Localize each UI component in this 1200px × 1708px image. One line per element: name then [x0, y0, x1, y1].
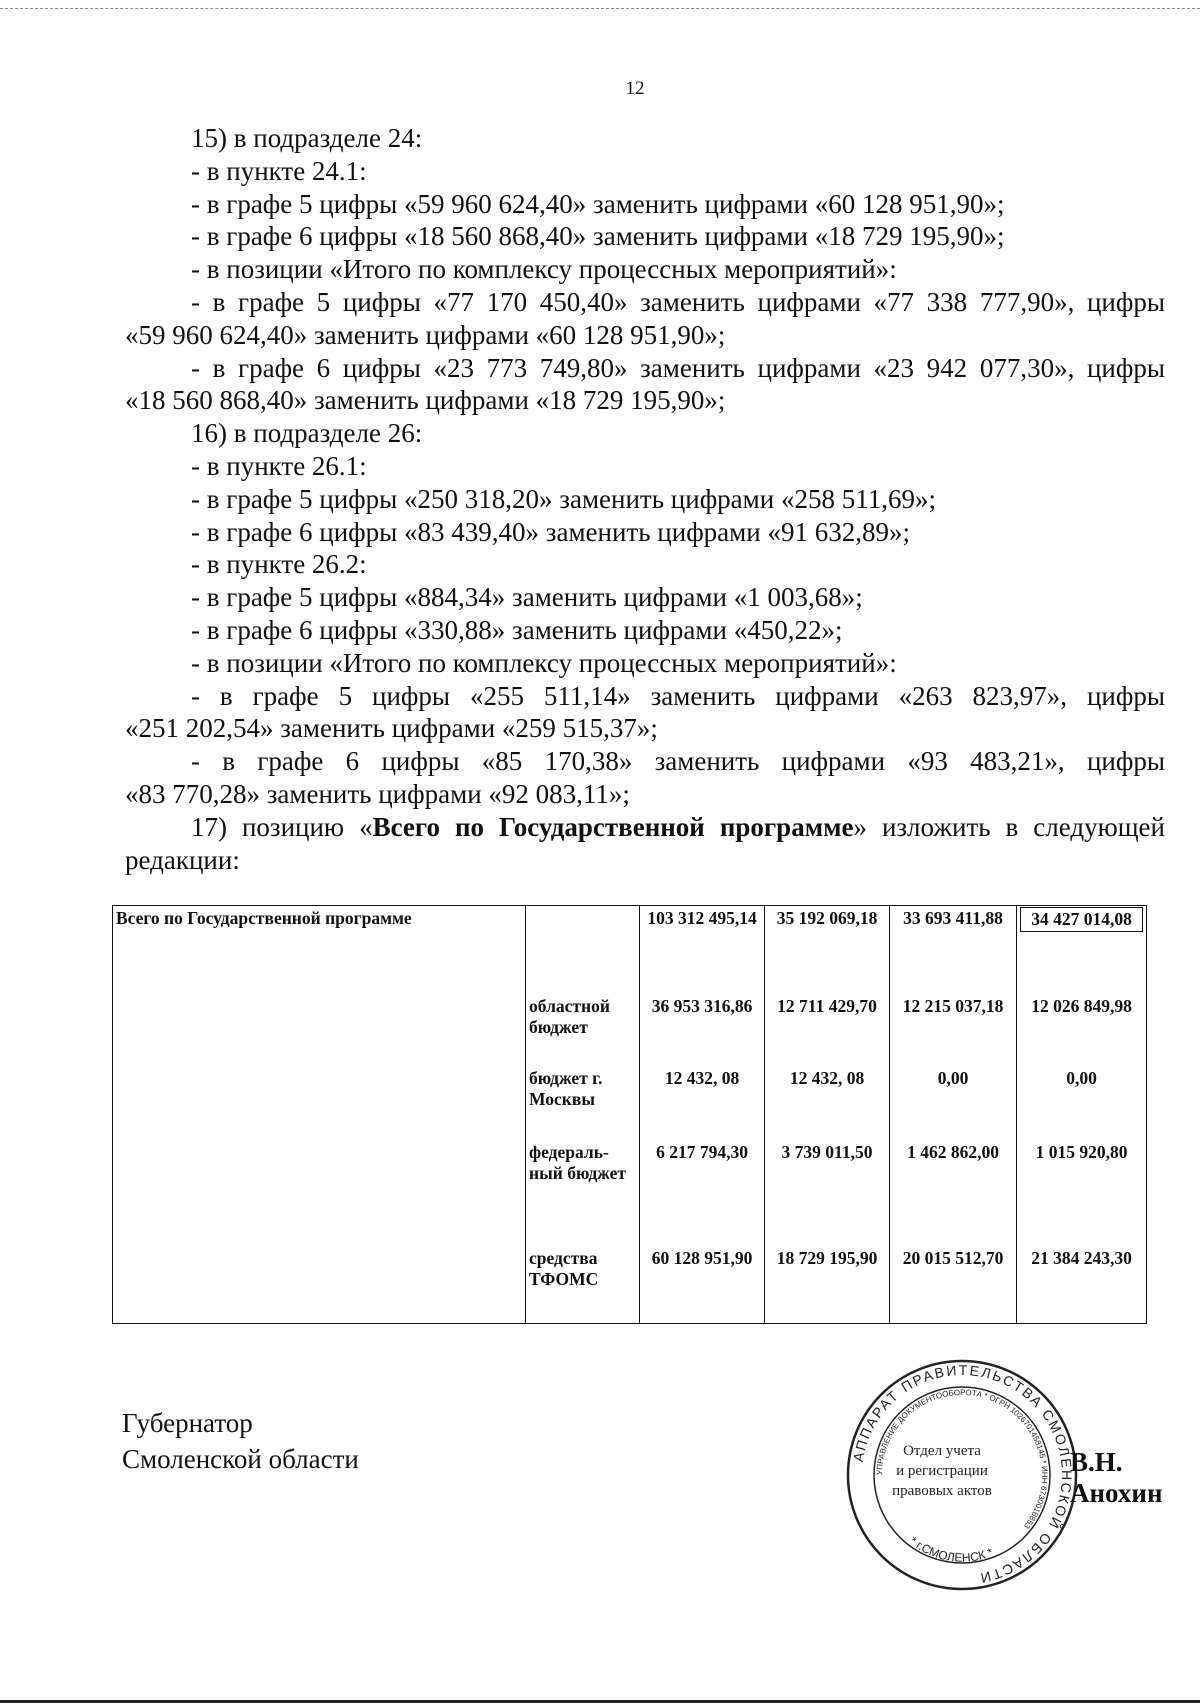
paragraph-line: - в пункте 26.1:	[191, 450, 367, 481]
paragraph-line: «83 770,28» заменить цифрами «92 083,11»;	[125, 778, 630, 809]
table-cell: 3 739 011,50	[765, 1138, 890, 1244]
signature-position	[122, 1405, 359, 1477]
table-cell: 18 729 195,90	[765, 1244, 890, 1324]
page-number: 12	[625, 78, 645, 99]
paragraph-line: - в графе 6 цифры «18 560 868,40» заменить цифрами «18 729 195,90»;	[191, 221, 1005, 252]
item-15-heading: 15) в подразделе 24:	[191, 123, 423, 153]
table-cell	[113, 992, 526, 1064]
table-row	[113, 1064, 1147, 1138]
stamp-center-line: правовых актов	[892, 1483, 992, 1499]
paragraph-line: - в графе 6 цифры «83 439,40» заменить цифрами «91 632,89»;	[191, 516, 910, 547]
item-17-bold: Всего по Государственной программе	[372, 811, 854, 842]
table-cell	[113, 1244, 526, 1324]
table-cell: 0,00	[1017, 1064, 1147, 1138]
paragraph-line: «59 960 624,40» заменить цифрами «60 128 951,90»;	[125, 319, 726, 350]
scan-edge-top	[0, 8, 1200, 9]
paragraph-line: «251 202,54» заменить цифрами «259 515,37»;	[125, 713, 658, 744]
table-cell: 21 384 243,30	[1017, 1244, 1147, 1324]
table-cell: 20 015 512,70	[890, 1244, 1017, 1324]
signature-position-line: Губернатор	[122, 1408, 253, 1438]
item-17-line	[125, 811, 1165, 844]
stamp-inner-text: УПРАВЛЕНИЕ ДОКУМЕНТООБОРОТА * ОГРН 1026701458145 * ИНН 6730018853	[874, 1387, 1050, 1531]
table-cell: 12 432, 08	[640, 1064, 765, 1138]
scan-edge-bottom	[0, 1700, 1200, 1703]
table-cell-source: областной бюджет	[526, 992, 640, 1064]
table-cell: 12 215 037,18	[890, 992, 1017, 1064]
table-cell: 103 312 495,14	[640, 906, 765, 992]
table-cell	[526, 906, 640, 992]
program-total-table	[112, 905, 1147, 1324]
stamp-bottom-text: * г.СМОЛЕНСК *	[907, 1533, 995, 1565]
item-17-suffix: » изложить в следующей	[853, 811, 1165, 842]
table-cell: 12 711 429,70	[765, 992, 890, 1064]
item-17-prefix: 17) позицию «	[191, 811, 373, 842]
item-17-continuation: редакции:	[125, 844, 240, 875]
paragraph-line: - в пункте 26.2:	[191, 549, 367, 580]
table-cell: 35 192 069,18	[765, 906, 890, 992]
table-row	[113, 1138, 1147, 1244]
document-body	[125, 122, 1165, 876]
paragraph-line: - в графе 6 цифры «330,88» заменить цифрами «450,22»;	[191, 614, 843, 645]
table-cell: 12 432, 08	[765, 1064, 890, 1138]
table-cell: 0,00	[890, 1064, 1017, 1138]
stamp-center-line: Отдел учета	[903, 1443, 981, 1459]
table-cell	[1017, 906, 1147, 992]
paragraph-line: - в пункте 24.1:	[191, 155, 367, 186]
paragraph-line: «18 560 868,40» заменить цифрами «18 729 195,90»;	[125, 385, 726, 416]
stamp-outer-text: АППАРАТ ПРАВИТЕЛЬСТВА СМОЛЕНСКОЙ ОБЛАСТИ	[849, 1361, 1076, 1587]
paragraph-line: - в графе 6 цифры «85 170,38» заменить цифрами «93 483,21», цифры	[191, 746, 1165, 777]
table-cell: 12 026 849,98	[1017, 992, 1147, 1064]
table-cell: 60 128 951,90	[640, 1244, 765, 1324]
table-cell	[113, 1064, 526, 1138]
table-cell: 36 953 316,86	[640, 992, 765, 1064]
table-row	[113, 906, 1147, 992]
table-cell-source: федераль-ный бюджет	[526, 1138, 640, 1244]
table-cell: 1 462 862,00	[890, 1138, 1017, 1244]
paragraph-line: - в графе 5 цифры «77 170 450,40» заменить цифрами «77 338 777,90», цифры	[191, 286, 1165, 317]
paragraph-line: - в графе 5 цифры «884,34» заменить цифрами «1 003,68»;	[191, 582, 863, 613]
paragraph-line: - в графе 5 цифры «59 960 624,40» заменить цифрами «60 128 951,90»;	[191, 188, 1005, 219]
paragraph-line: - в графе 5 цифры «255 511,14» заменить цифрами «263 823,97», цифры	[191, 680, 1165, 711]
paragraph-line: - в позиции «Итого по комплексу процессных мероприятий»:	[191, 647, 897, 678]
table-cell: 1 015 920,80	[1017, 1138, 1147, 1244]
signer-name: В.Н. Анохин	[1070, 1447, 1163, 1508]
signature-position-line: Смоленской области	[122, 1444, 359, 1474]
table-cell	[113, 1138, 526, 1244]
paragraph-line: - в графе 6 цифры «23 773 749,80» заменить цифрами «23 942 077,30», цифры	[191, 352, 1165, 383]
official-stamp	[842, 1355, 1082, 1595]
boxed-value: 34 427 014,08	[1020, 907, 1143, 932]
table-row	[113, 992, 1147, 1064]
table-cell-source: бюджет г. Москвы	[526, 1064, 640, 1138]
item-16-heading: 16) в подразделе 26:	[191, 418, 423, 449]
table-cell: 33 693 411,88	[890, 906, 1017, 992]
table-row-label: Всего по Государственной программе	[113, 906, 526, 992]
stamp-center-line: и регистрации	[896, 1463, 988, 1479]
table-cell-source: средства ТФОМС	[526, 1244, 640, 1324]
table-row	[113, 1244, 1147, 1324]
paragraph-line: - в позиции «Итого по комплексу процессных мероприятий»:	[191, 254, 897, 285]
paragraph-line: - в графе 5 цифры «250 318,20» заменить цифрами «258 511,69»;	[191, 483, 936, 514]
table-cell: 6 217 794,30	[640, 1138, 765, 1244]
